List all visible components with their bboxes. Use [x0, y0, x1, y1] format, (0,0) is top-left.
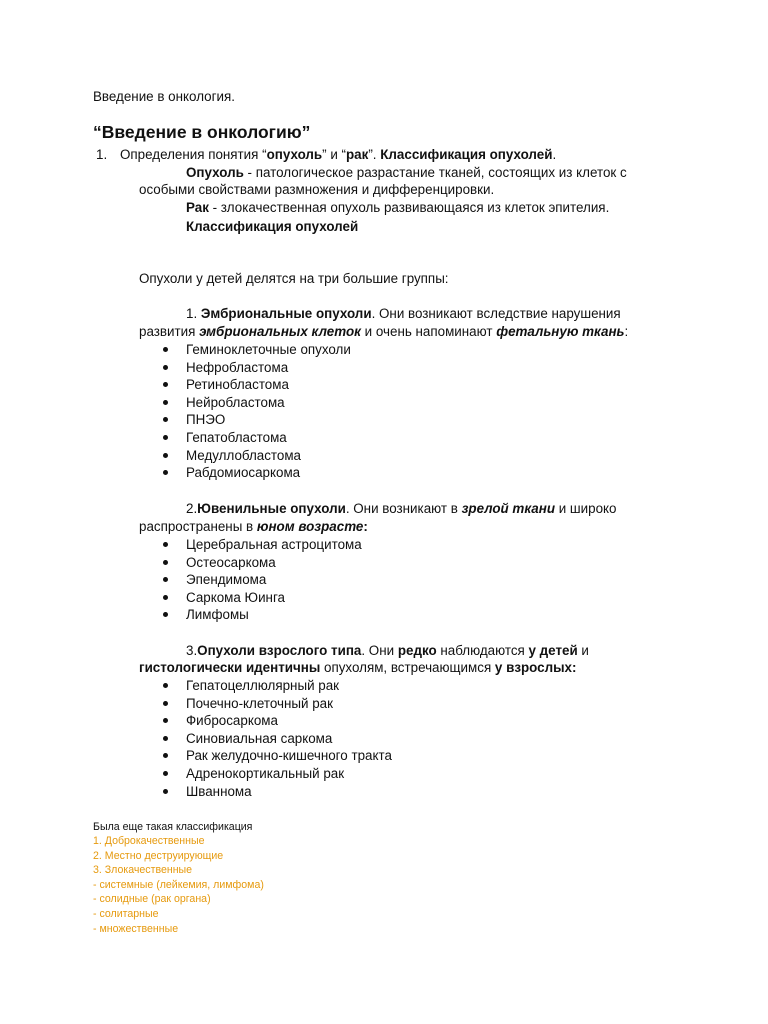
group-3-item: Адренокортикальный рак — [186, 766, 345, 781]
bullet-icon — [163, 347, 168, 352]
group-3-item: Синовиальная саркома — [186, 730, 333, 746]
group-2-item: Эпендимома — [186, 572, 267, 588]
group-1-item: Гепатобластома — [186, 430, 287, 445]
bullet-icon — [163, 736, 168, 741]
bullet-icon — [163, 701, 168, 706]
bullet-icon — [163, 417, 168, 422]
item-1-text: Определения понятия “опухоль” и “рак”. Классификация опухолей. — [120, 147, 557, 162]
other-classification-item: 1. Доброкачественные — [93, 835, 205, 847]
other-classification-item: 3. Злокачественные — [93, 864, 193, 877]
group-3-item: Фибросаркома — [186, 713, 278, 729]
group-2-item: Лимфомы — [186, 607, 249, 623]
definition-tumor: Опухоль - патологическое разрастание тканей, состоящих из клеток с — [186, 165, 627, 180]
group-2-item: Саркома Юинга — [186, 589, 285, 605]
group-1-item: Ретинобластома — [186, 377, 289, 393]
group-1-line2: развития эмбриональных клеток и очень напоминают фетальную ткань: — [139, 324, 629, 339]
group-1-item: Геминоклеточные опухоли — [186, 342, 351, 357]
definition-cancer: Рак - злокачественная опухоль развивающаяся из клеток эпителия. — [186, 200, 610, 215]
group-2-item: Остеосаркома — [186, 554, 276, 570]
definition-tumor-line2: особыми свойствами размножения и дифференцировки. — [139, 182, 495, 197]
bullet-icon — [163, 683, 168, 688]
group-2-line2: распространены в юном возрасте: — [139, 519, 368, 534]
group-2-item: Церебральная астроцитома — [186, 537, 362, 552]
group-1-title-line: 1. Эмбриональные опухоли. Они возникают вследствие нарушения — [186, 306, 621, 321]
bullet-icon — [163, 560, 168, 565]
group-1-item: Нейробластома — [186, 394, 285, 410]
bullet-icon — [163, 753, 168, 758]
group-3-item: Почечно-клеточный рак — [186, 695, 333, 711]
group-2-title-line: 2.Ювенильные опухоли. Они возникают в зрелой ткани и широко — [186, 501, 617, 516]
other-classification-item: 2. Местно деструирующие — [93, 849, 224, 862]
other-classification-item: - системные (лейкемия, лимфома) — [93, 878, 264, 891]
bullet-icon — [163, 453, 168, 458]
bullet-icon — [163, 718, 168, 723]
classification-heading: Классификация опухолей — [186, 219, 359, 234]
bullet-icon — [163, 382, 168, 387]
item-1-number: 1. — [96, 147, 108, 162]
group-3-item: Рак желудочно-кишечного тракта — [186, 748, 392, 764]
children-groups-intro: Опухоли у детей делятся на три большие группы: — [139, 271, 449, 286]
group-1-item: Нефробластома — [186, 359, 289, 375]
group-3-line2: гистологически идентичны опухолям, встречающимся у взрослых: — [139, 660, 577, 675]
group-3-title-line: 3.Опухоли взрослого типа. Они редко наблюдаются у детей и — [186, 643, 589, 658]
bullet-icon — [163, 400, 168, 405]
bullet-icon — [163, 365, 168, 370]
other-classification-item: - солитарные — [93, 908, 159, 920]
group-1-item: Медуллобластома — [186, 447, 302, 463]
document-top-title: Введение в онкология. — [93, 89, 235, 104]
bullet-icon — [163, 771, 168, 776]
group-1-item: ПНЭО — [186, 412, 226, 428]
bullet-icon — [163, 470, 168, 475]
bullet-icon — [163, 577, 168, 582]
bullet-icon — [163, 542, 168, 547]
bullet-icon — [163, 435, 168, 440]
bullet-icon — [163, 612, 168, 617]
other-classification-title: Была еще такая классификация — [93, 821, 253, 833]
group-3-item: Шваннома — [186, 783, 252, 799]
bullet-icon — [163, 595, 168, 600]
group-1-item: Рабдомиосаркома — [186, 465, 301, 481]
other-classification-item: - солидные (рак органа) — [93, 893, 211, 906]
bullet-icon — [163, 789, 168, 794]
group-3-item: Гепатоцеллюлярный рак — [186, 678, 340, 693]
document-heading: “Введение в онкологию” — [93, 122, 311, 142]
other-classification-item: - множественные — [93, 922, 179, 935]
